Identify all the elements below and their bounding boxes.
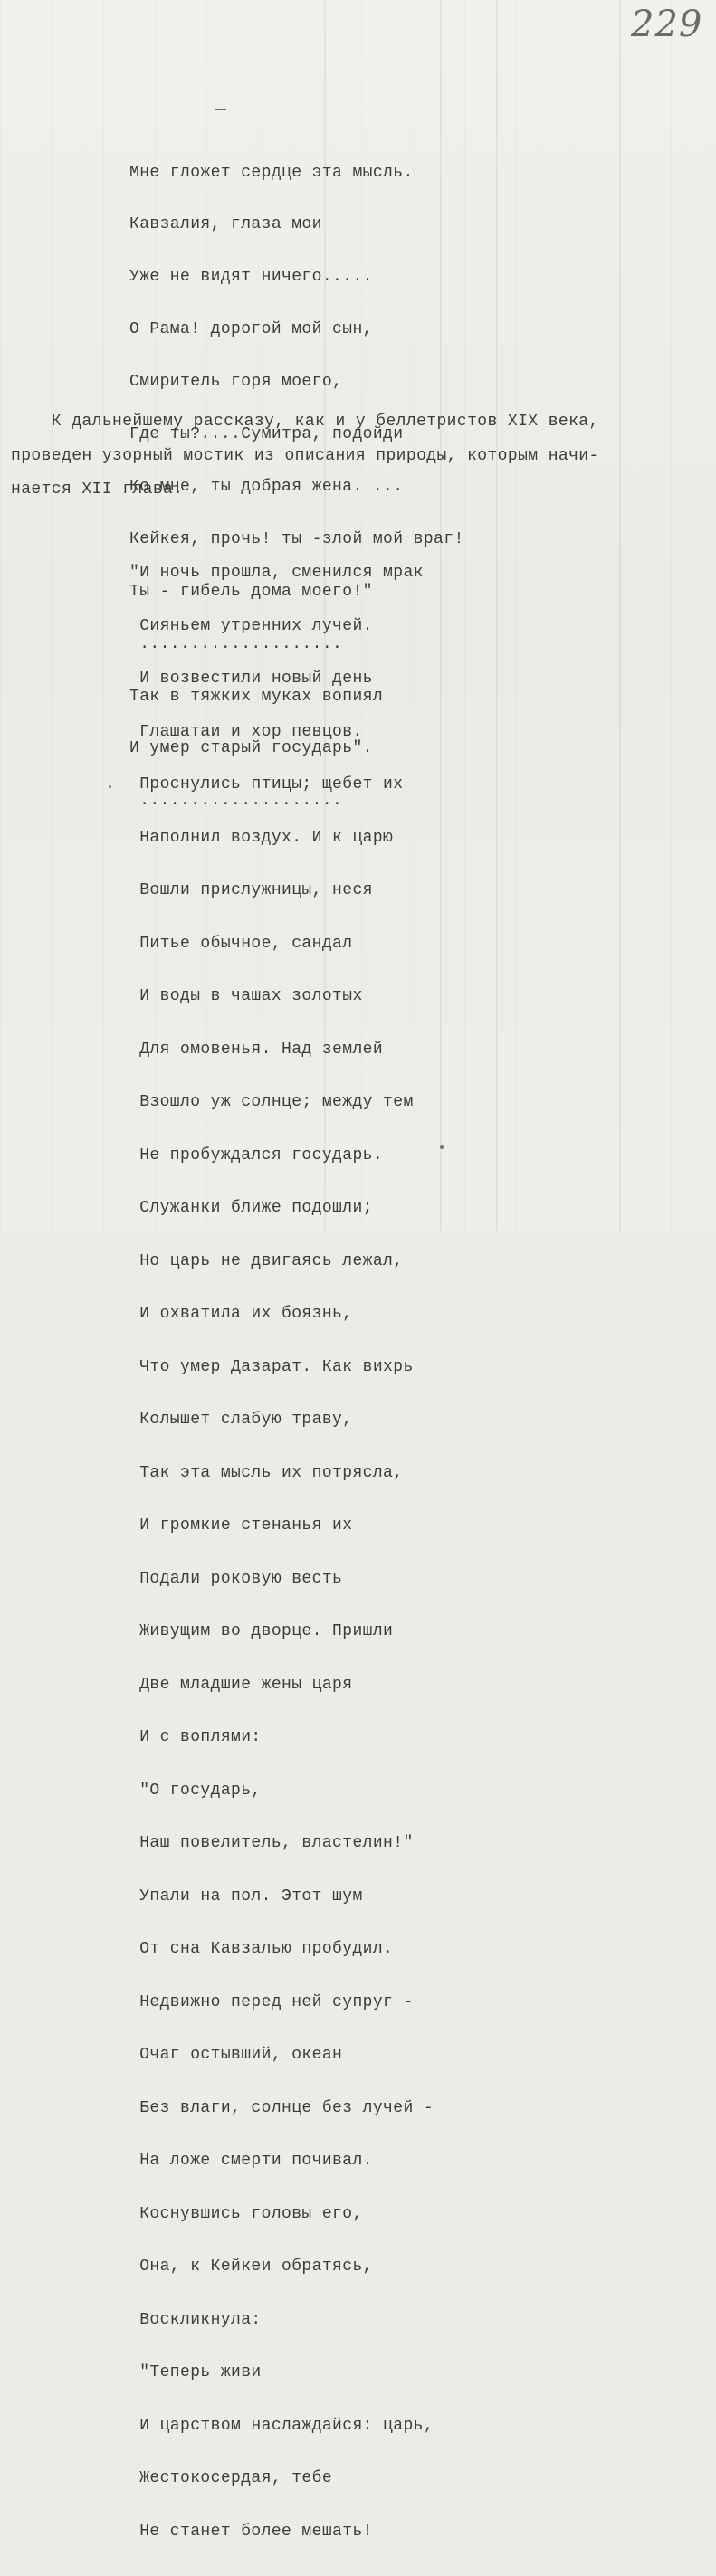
verse-line: Глашатаи и хор певцов. xyxy=(129,722,363,741)
verse-line: И громкие стенанья их xyxy=(129,1516,353,1535)
verse-dots: .................... xyxy=(129,634,343,653)
verse-line: Она, к Кейкеи обратясь, xyxy=(129,2258,373,2276)
verse-line: "Теперь живи xyxy=(129,2363,262,2381)
prose-paragraph xyxy=(11,405,708,508)
verse-line: Сияньем утренних лучей. xyxy=(129,616,373,635)
verse-line: Так эта мысль их потрясла, xyxy=(129,1463,404,1482)
verse-line: Так в тяжких муках вопиял xyxy=(129,687,384,706)
verse-line: Очаг остывший, океан xyxy=(129,2046,343,2064)
paper-speck xyxy=(109,785,111,788)
verse-line: Не станет более мешать! xyxy=(129,2522,373,2541)
verse-line: Живущим во дворце. Пришли xyxy=(129,1622,394,1640)
prose-line: проведен узорный мостик из описания природы, которым начи- xyxy=(11,446,599,465)
verse-line: Что умер Дазарат. Как вихрь xyxy=(129,1357,414,1376)
verse-line: И умер старый государь". xyxy=(129,739,373,758)
prose-line: нается ХII глава. xyxy=(11,480,184,499)
verse-line: Упали на пол. Этот шум xyxy=(129,1887,363,1906)
verse-line: Наш повелитель, властелин!" xyxy=(129,1834,414,1852)
verse-line: И охватила их боязнь, xyxy=(129,1305,353,1323)
verse-block-2 xyxy=(129,529,434,2576)
verse-line: Кавзалия, глаза мои xyxy=(129,215,322,234)
verse-line: Недвижно перед ней супруг - xyxy=(129,1992,414,2011)
verse-line: Коснувшись головы его, xyxy=(129,2204,363,2223)
verse-line: Для омовенья. Над землей xyxy=(129,1040,384,1059)
verse-line: Питье обычное, сандал xyxy=(129,934,353,953)
scan-streak xyxy=(619,0,621,1231)
page-number: 229 xyxy=(631,4,703,45)
verse-line: И с воплями: xyxy=(129,1728,262,1746)
verse-line: И возвестили новый день xyxy=(129,670,373,688)
verse-line: И воды в чашах золотых xyxy=(129,987,363,1005)
verse-line: О Рама! дорогой мой сын, xyxy=(129,320,373,339)
verse-line: Воскликнула: xyxy=(129,2310,262,2329)
verse-line: На ложе смерти почивал. xyxy=(129,2152,373,2170)
verse-line: Колышет слабую траву, xyxy=(129,1411,353,1429)
dash-mark xyxy=(215,109,226,110)
verse-line: Служанки ближе подошли; xyxy=(129,1199,373,1217)
verse-line: Вошли прислужницы, неся xyxy=(129,881,373,899)
verse-line: Жестокосердая, тебе xyxy=(129,2469,333,2487)
verse-line: Ко мне, ты добрая жена. ... xyxy=(129,477,404,496)
verse-line: Две младшие жены царя xyxy=(129,1675,353,1694)
verse-line: Но царь не двигаясь лежал, xyxy=(129,1251,404,1270)
verse-line: Подали роковую весть xyxy=(129,1569,343,1588)
verse-dots: .................... xyxy=(129,792,343,811)
verse-line: Смиритель горя моего, xyxy=(129,373,343,392)
prose-line: К дальнейшему рассказу, как и у беллетристов ХIХ века, xyxy=(11,413,599,431)
verse-line: "О государь, xyxy=(129,1781,262,1800)
verse-line: И царством наслаждайся: царь, xyxy=(129,2416,434,2435)
verse-line: Кейкея, прочь! ты -злой мой враг! xyxy=(129,529,464,548)
verse-line: Проснулись птицы; щебет их xyxy=(129,775,404,794)
verse-line: Не пробуждался государь. xyxy=(129,1145,384,1164)
verse-line: "И ночь прошла, сменился мрак xyxy=(129,564,424,582)
verse-line: Наполнил воздух. И к царю xyxy=(129,828,394,847)
paper-speck xyxy=(440,1145,444,1149)
verse-line: Без влаги, солнце без лучей - xyxy=(129,2098,434,2117)
scan-streak xyxy=(496,0,498,1231)
verse-line: Взошло уж солнце; между тем xyxy=(129,1093,414,1111)
verse-line: От сна Кавзалью пробудил. xyxy=(129,1940,394,1958)
verse-line: Уже не видят ничего..... xyxy=(129,268,373,287)
verse-line: Мне гложет сердце эта мысль. xyxy=(129,163,414,182)
verse-line: Ты - гибель дома моего!" xyxy=(129,582,373,601)
verse-line: Где ты?....Сумитра, подойди xyxy=(129,425,404,444)
